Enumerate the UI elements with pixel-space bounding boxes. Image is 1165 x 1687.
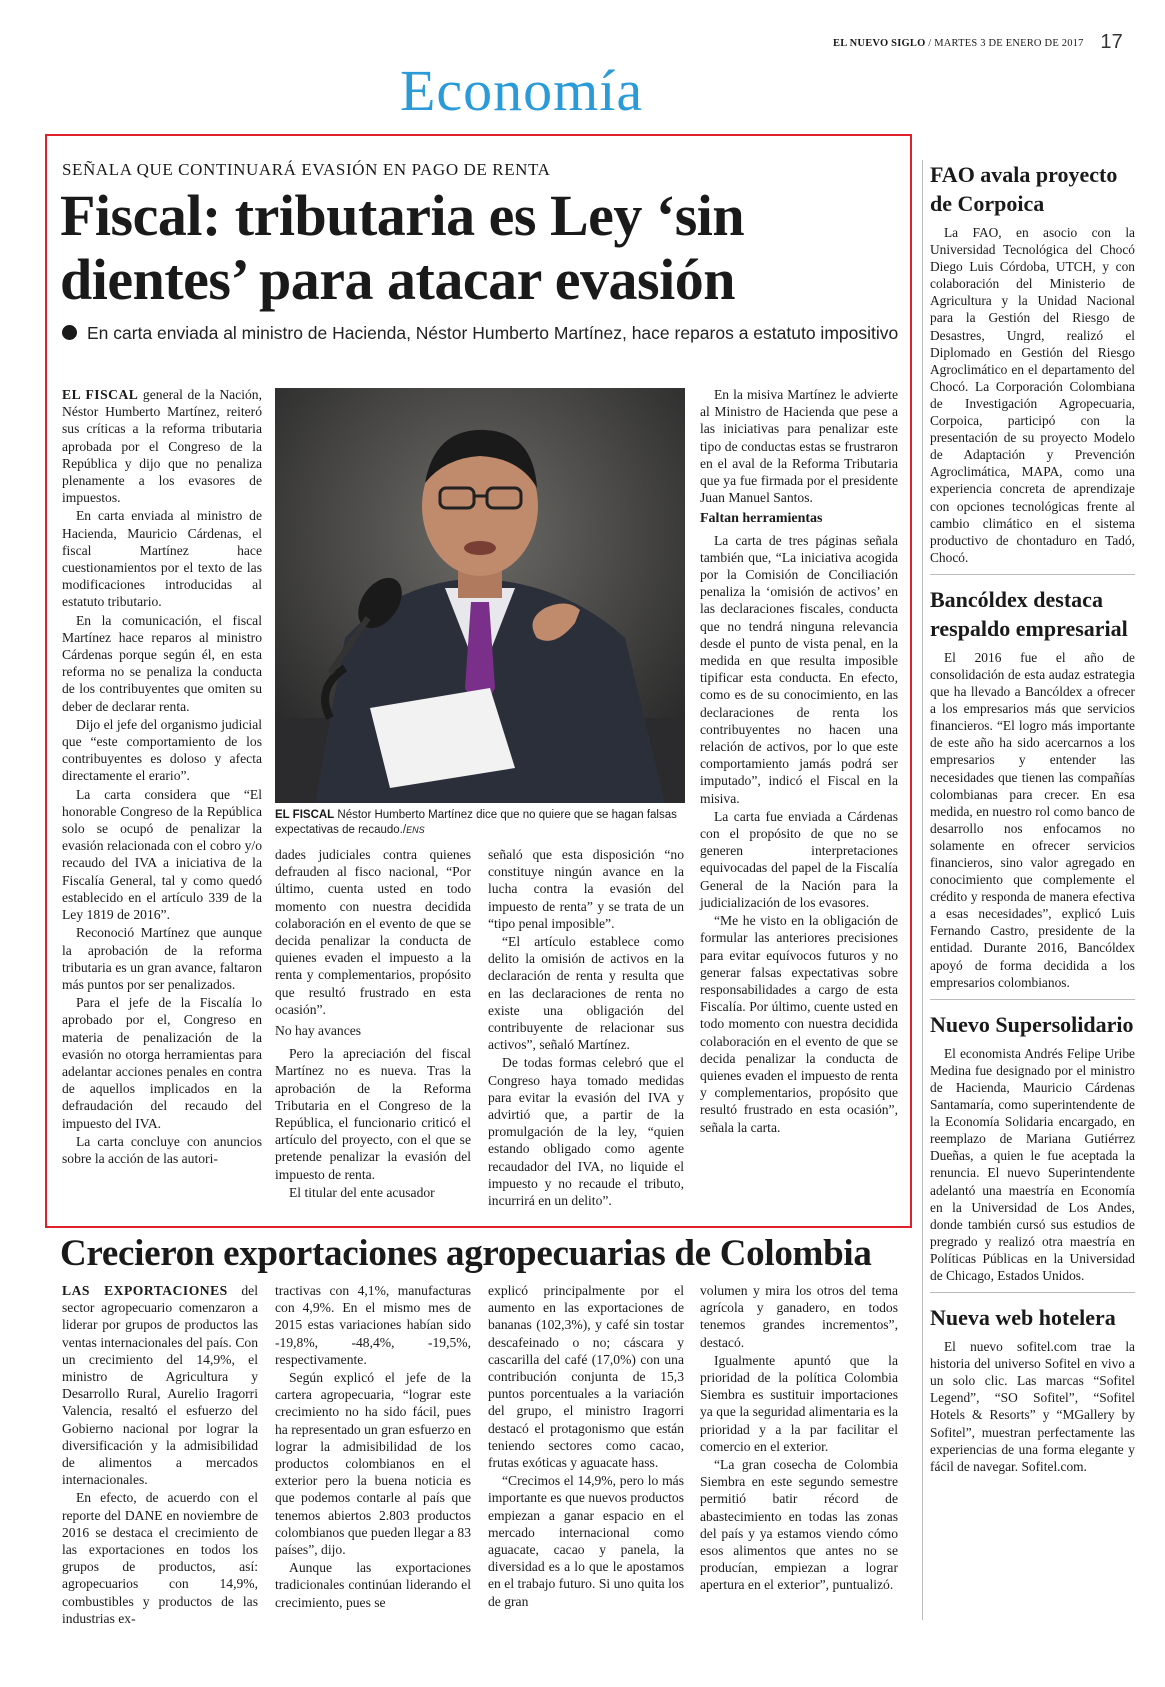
paragraph: explicó principalmente por el aumento en las exportaciones de bananas (102,3%), y café sin tostar descafeinado o no; cáscara y cascarilla del café (17,0%) con una contribución conjunta de 15,3 puntos porcentuales a la variación del grupo, el ministro Iragorri destacó el protagonismo que están teniendo sectores como cacao, frutas exóticas y aguacate hass. — [488, 1283, 684, 1471]
second-column-2 — [275, 1282, 471, 1612]
second-headline: Crecieron exportaciones agropecuarias de Colombia — [60, 1233, 872, 1274]
paragraph: EL FISCAL general de la Nación, Néstor Humberto Martínez, reiteró sus críticas a la reforma tributaria aprobada por el Congreso de la República y dijo que no penaliza plenamente a los evasores de impuestos. — [62, 387, 263, 506]
sidebar-body: El economista Andrés Felipe Uribe Medina fue designado por el ministro de Hacienda, Mauricio Cárdenas Santamaría, como superintendente de la Economía Solidaria encargado, en reemplazo de Mariana Gutiérrez Dueñas, a quien le fue aceptada la renuncia. El nuevo Superintendente adelantó una maestría en Economía en la Universidad de Los Andes, donde también cursó sus estudios de pregrado y realizó otra maestría en Políticas Públicas en la Universidad de Chicago, Estados Unidos. — [930, 1045, 1135, 1283]
paragraph: Reconoció Martínez que aunque la aprobación de la reforma tributaria es un gran avance, faltaron más puntos por ser penalizados. — [62, 925, 262, 992]
issue-date: MARTES 3 DE ENERO DE 2017 — [934, 38, 1084, 49]
article-deck — [62, 322, 900, 345]
paragraph: “Crecimos el 14,9%, pero lo más importante es que nuevos productos empiezan a ganar espacio en el mercado internacional como aguacate, cacao y panela, la diversidad es a lo que le apostamos en el trabajo futuro. Si uno quita los de gran — [488, 1473, 684, 1609]
second-column-4 — [700, 1282, 898, 1595]
sidebar-title: FAO avala proyecto de Corpoica — [930, 162, 1118, 216]
paragraph: En la comunicación, el fiscal Martínez hace reparos al ministro Cárdenas porque según él, en esta reforma no se penaliza la conducta de los contribuyentes que omiten su deber de declarar renta. — [62, 612, 262, 714]
paragraph: En la misiva Martínez le advierte al Ministro de Hacienda que pese a las iniciativas para penalizar este tipo de conductas estas se frustraron en el aval de la Reforma Tributaria que ya fue firmada por el presidente Juan Manuel Santos. — [700, 387, 898, 506]
paragraph: La carta concluye con anuncios sobre la acción de las autori- — [62, 1133, 262, 1166]
paragraph: En efecto, de acuerdo con el reporte del DANE en noviembre de 2016 se destaca el crecimiento de las exportaciones en todos los grupos de productos, así: agropecuarios con 14,9%, combustibles y productos de las industrias ex- — [62, 1490, 258, 1626]
sidebar-body: La FAO, en asocio con la Universidad Tecnológica del Chocó Diego Luis Córdoba, UTCH, y con colaboración del Ministerio de Agricultura y la Unidad Nacional para la Gestión del Riesgo de Desastres, Ungrd, realizó el Diplomado en Gestión del Riesgo Agroclimático en el departamento del Chocó. La Corporación Colombiana de Investigación Agropecuaria, Corpoica, participó con la presentación de su proyecto Modelo de Adaptación y Prevención Agroclimática, MAPA, como una experiencia concreta de aprendizaje con opciones tecnológicas frente al cambio climático en el sistema productivo de chontaduro en Tadó, Chocó. — [930, 225, 1135, 565]
sidebar-body: El 2016 fue el año de consolidación de esta audaz estrategia que ha llevado a Bancóldex a ofrecer a los empresarios más que servicios financieros. “El logro más importante de este año ha sido acercarnos a los empresarios y entender las necesidades que tienen las compañías colombianas para crecer. En esa medida, en nuestro rol como banco de desarrollo nos enfocamos no solamente en ofrecer servicios financieros, sino valor agregado en conocimiento que complemente el crédito y responda de manera efectiva a esas necesidades”, explicó Luis Fernando Castro, presidente de la entidad. Durante 2016, Bancóldex apoyó de forma decidida a los empresarios colombianos. — [930, 649, 1135, 990]
photo-credit: ENS — [406, 825, 425, 835]
paragraph: Pero la apreciación del fiscal Martínez no es nueva. Tras la aprobación de la Reforma Tributaria en el Congreso de la República, el funcionario criticó el artículo del proyecto, con el que se pretende penalizar la evasión del impuesto de renta. — [275, 1046, 471, 1182]
divider — [930, 999, 1135, 1000]
paragraph: señaló que esta disposición “no constituye ningún avance en la lucha contra la evasión del impuesto de renta” y se trata de un “tipo penal imposible”. — [488, 847, 684, 931]
caption-label: EL FISCAL — [275, 809, 335, 821]
second-column-3 — [488, 1282, 684, 1611]
paragraph: La carta considera que “El honorable Congreso de la República solo se ocupó de penalizar la evasión relacionada con el cobro y/o recaudo del IVA a iniciativa de la Fiscalía General, tal y como quedó establecido en el artículo 339 de la Ley 1819 de 2016”. — [62, 786, 262, 923]
paper-name: EL NUEVO SIGLO — [833, 38, 926, 49]
deck-text: En carta enviada al ministro de Hacienda, Néstor Humberto Martínez, hace reparos a estatuto impositivo — [87, 323, 899, 343]
fiscal-photo — [275, 388, 685, 803]
sidebar-divider — [922, 160, 923, 1620]
masthead — [833, 31, 1123, 53]
article-column-4 — [700, 386, 898, 1137]
paragraph: LAS EXPORTACIONES del sector agropecuario comenzaron a liderar por grupos de productos las ventas internacionales del país. Con un crecimiento del 14,9%, el ministro de Agricultura y Desarrollo Rural, Aurelio Iragorri Valencia, resaltó el esfuerzo del Gobierno nacional por lograr la diversificación y la admisibilidad de alimentos a mercados internacionales. — [62, 1283, 258, 1488]
subhead: Faltan herramientas — [700, 511, 823, 527]
paragraph: De todas formas celebró que el Congreso haya tomado medidas para evitar la evasión del IVA y advirtió que, a partir de la promulgación de la ley, “quien estando obligado como agente recaudador del IVA, no liquide el impuesto y no recaude el tributo, incurrirá en un delito”. — [488, 1055, 684, 1209]
bullet-icon — [62, 325, 77, 340]
paragraph: Dijo el jefe del organismo judicial que “este comportamiento de los contribuyentes es doloso y afecta directamente el erario”. — [62, 716, 262, 784]
sidebar — [930, 160, 1135, 1475]
divider — [930, 1292, 1135, 1293]
page-number: 17 — [1100, 31, 1123, 53]
lead-word: EL FISCAL — [62, 387, 139, 402]
divider — [930, 574, 1135, 575]
paragraph: dades judiciales contra quienes defrauden al fisco nacional, “Por último, cuenta usted en todo momento con nuestra decidida colaboración en el evento de que se decida penalizar la conducta de quienes evaden el impuesto a la renta y complementarios, propósito que resultó frustrado en esta ocasión”. — [275, 847, 471, 1017]
section-title: Economía — [400, 58, 644, 123]
paragraph: “La gran cosecha de Colombia Siembra en este segundo semestre permitió batir récord de abastecimiento en todas las zonas del país y ya estamos viendo cómo esos alimentos que antes no se producían, empiezan a lograr apertura en el exterior”, puntualizó. — [700, 1457, 898, 1593]
paragraph: Aunque las exportaciones tradicionales continúan liderando el crecimiento, pues se — [275, 1560, 471, 1610]
paragraph: La carta fue enviada a Cárdenas con el propósito de que no se generen interpretaciones equivocadas del papel de la Fiscalía General de la Nación para la judicialización de los evasores. — [700, 808, 898, 910]
masthead-separator: / — [928, 38, 932, 49]
sidebar-title: Bancóldex destaca respaldo empresarial — [930, 586, 1128, 641]
article-column-1 — [62, 386, 262, 1168]
paragraph: El titular del ente acusador — [289, 1184, 435, 1200]
paragraph: “El artículo establece como delito la omisión de activos en la declaración de renta y resulta que en las declaraciones de renta no existe una obligación del contribuyente de relacionar sus activos”, señaló Martínez. — [488, 934, 684, 1053]
sidebar-title: Nuevo Supersolidario — [930, 1011, 1134, 1037]
lead-word: LAS EXPORTACIONES — [62, 1283, 228, 1298]
paragraph: La carta de tres páginas señala también que, “La iniciativa acogida por la Comisión de Conciliación penaliza la ‘omisión de activos’ en las declaraciones fiscales, conducta que no tendrá ninguna relevancia desde el punto de vista penal, en la medida en que resulta imposible tipificar esta conducta. En efecto, como es de su conocimiento, en las declaraciones de renta los contribuyentes no hacen una relación de activos, por lo que este comportamiento jamás podrá ser imputado”, indicó el Fiscal en la misiva. — [700, 532, 898, 806]
paragraph: Igualmente apuntó que la prioridad de la política Colombia Siembra es sustituir importaciones ya que la seguridad alimentaria es la prioridad y a la par facilitar el comercio en el exterior. — [700, 1352, 898, 1454]
caption-text: Néstor Humberto Martínez dice que no quiere que se hagan falsas expectativas de recaudo./ — [275, 809, 677, 836]
second-column-1 — [62, 1282, 258, 1628]
paragraph: volumen y mira los otros del tema agrícola y ganadero, en todos tenemos grandes incrementos”, destacó. — [700, 1283, 898, 1350]
paragraph: En carta enviada al ministro de Hacienda, Mauricio Cárdenas, el fiscal Martínez hace cuestionamientos por el texto de las modificaciones introducidas al estatuto tributario. — [62, 508, 262, 610]
article-headline: Fiscal: tributaria es Ley ‘sin dientes’ para atacar evasión — [60, 183, 745, 312]
article-kicker: SEÑALA QUE CONTINUARÁ EVASIÓN EN PAGO DE RENTA — [62, 160, 551, 179]
paragraph: tractivas con 4,1%, manufacturas con 4,9%. En el mismo mes de 2015 estas variaciones habían sido -19,8%, -48,4%, -19,5%, respectivamente. — [275, 1283, 471, 1367]
sidebar-title: Nueva web hotelera — [930, 1305, 1116, 1331]
paragraph: Según explicó el jefe de la cartera agropecuaria, “lograr este crecimiento no ha sido fácil, pues ha representado un gran esfuerzo en lograr la admisibilidad de los productos colombianos en el exterior pero la buena noticia es que podemos contarle al país que tenemos abiertos 2.803 productos colombianos que pueden llegar a 83 países”, dijo. — [275, 1370, 471, 1558]
photo-caption — [275, 808, 685, 838]
article-column-3 — [488, 846, 684, 1210]
sidebar-body: El nuevo sofitel.com trae la historia del universo Sofitel en vivo a un solo clic. Las marcas “Sofitel Legend”, “SO Sofitel”, “Sofitel Hotels & Resorts” y “MGallery by Sofitel”, muestran perfectamente las experiencias de una forma elegante y fácil de navegar. Sofitel.com. — [930, 1339, 1135, 1474]
subhead: No hay avances — [275, 1023, 362, 1039]
portrait-illustration — [275, 388, 685, 803]
article-column-2 — [275, 846, 471, 1202]
paragraph: “Me he visto en la obligación de formular las anteriores precisiones para evitar equívocos futuros y no generar falsas expectativas sobre responsabilidades a cargo de esta Fiscalía. Por último, cuente usted en todo momento con nuestra decidida colaboración en el evento de que se decida penalizar la conducta de quienes evaden el impuesto de renta y complementarios, propósito que resultó frustrado en esta ocasión”, señala la carta. — [700, 913, 898, 1135]
paragraph: Para el jefe de la Fiscalía lo aprobado por el, Congreso en materia de penalización de la evasión no otorga herramientas para adelantar acciones penales en contra de aquellos implicados en la defraudación del recaudo del impuesto del IVA. — [62, 995, 262, 1131]
